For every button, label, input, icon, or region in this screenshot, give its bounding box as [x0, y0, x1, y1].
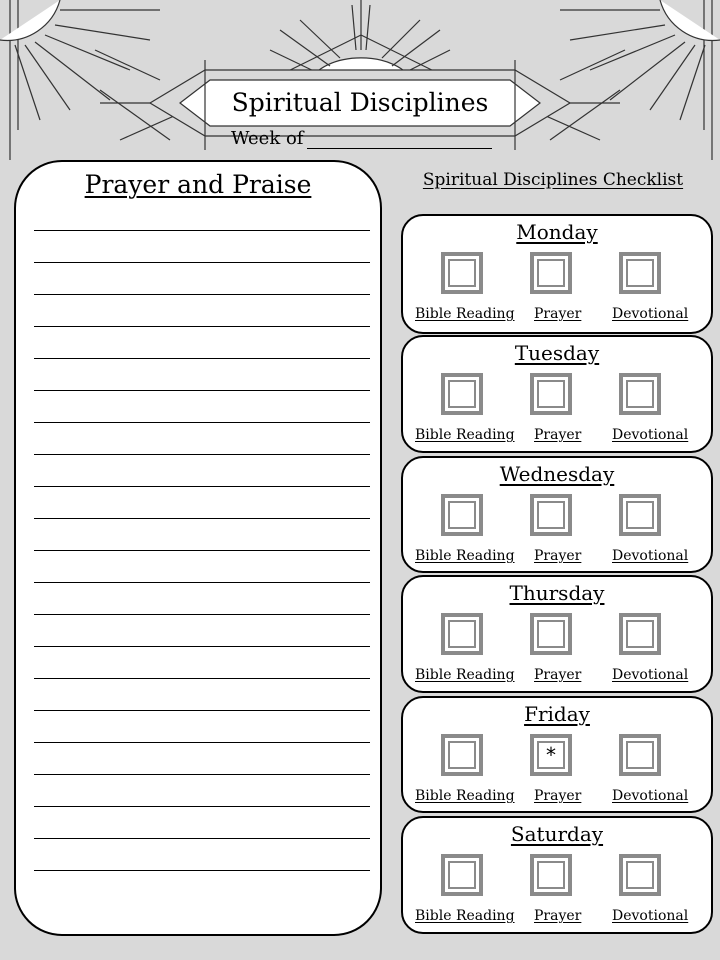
writing-line[interactable] — [34, 838, 370, 839]
checkbox-mark — [450, 382, 474, 406]
writing-line[interactable] — [34, 870, 370, 871]
checkbox-mark — [628, 622, 652, 646]
bible-reading-label: Bible Reading — [415, 788, 515, 804]
prayer-checkbox[interactable] — [530, 734, 572, 776]
page-title: Spiritual Disciplines — [231, 88, 489, 117]
devotional-label: Devotional — [612, 306, 689, 322]
devotional-checkbox[interactable] — [619, 252, 661, 294]
day-name: Friday — [524, 702, 590, 726]
writing-line[interactable] — [34, 742, 370, 743]
day-card-thursday — [401, 575, 713, 693]
checkbox-mark — [450, 503, 474, 527]
writing-line[interactable] — [34, 486, 370, 487]
checkbox-mark — [539, 622, 563, 646]
prayer-checkbox[interactable] — [530, 494, 572, 536]
writing-line[interactable] — [34, 230, 370, 231]
devotional-label: Devotional — [612, 908, 689, 924]
devotional-label: Devotional — [612, 788, 689, 804]
writing-line[interactable] — [34, 646, 370, 647]
day-name: Wednesday — [499, 462, 615, 486]
writing-line[interactable] — [34, 358, 370, 359]
day-name: Monday — [516, 220, 598, 244]
writing-line[interactable] — [34, 518, 370, 519]
bible-reading-checkbox[interactable] — [441, 613, 483, 655]
writing-line[interactable] — [34, 774, 370, 775]
writing-line[interactable] — [34, 262, 370, 263]
bible-reading-label: Bible Reading — [415, 427, 515, 443]
checkbox-mark — [628, 261, 652, 285]
day-card-wednesday — [401, 456, 713, 573]
prayer-label: Prayer — [534, 667, 582, 683]
prayer-checkbox[interactable] — [530, 613, 572, 655]
checkbox-mark — [450, 261, 474, 285]
checkbox-mark — [539, 261, 563, 285]
prayer-label: Prayer — [534, 908, 582, 924]
writing-line[interactable] — [34, 454, 370, 455]
checkbox-mark — [539, 382, 563, 406]
day-card-saturday — [401, 816, 713, 934]
day-card-friday — [401, 696, 713, 813]
bible-reading-label: Bible Reading — [415, 908, 515, 924]
writing-line[interactable] — [34, 326, 370, 327]
writing-line[interactable] — [34, 550, 370, 551]
checkbox-mark — [450, 743, 474, 767]
prayer-praise-title: Prayer and Praise — [84, 170, 312, 199]
bible-reading-checkbox[interactable] — [441, 854, 483, 896]
day-name: Thursday — [509, 581, 605, 605]
checkbox-mark — [628, 382, 652, 406]
checkbox-mark — [628, 743, 652, 767]
bible-reading-checkbox[interactable] — [441, 252, 483, 294]
checkbox-mark — [628, 503, 652, 527]
checklist-title: Spiritual Disciplines Checklist — [422, 170, 684, 190]
writing-line[interactable] — [34, 710, 370, 711]
day-card-tuesday — [401, 335, 713, 453]
checkbox-mark: * — [539, 743, 563, 767]
day-name: Saturday — [510, 822, 604, 846]
writing-line[interactable] — [34, 614, 370, 615]
bible-reading-label: Bible Reading — [415, 306, 515, 322]
writing-line[interactable] — [34, 294, 370, 295]
devotional-checkbox[interactable] — [619, 373, 661, 415]
devotional-label: Devotional — [612, 427, 689, 443]
devotional-checkbox[interactable] — [619, 734, 661, 776]
writing-line[interactable] — [34, 678, 370, 679]
bible-reading-label: Bible Reading — [415, 667, 515, 683]
devotional-checkbox[interactable] — [619, 854, 661, 896]
prayer-label: Prayer — [534, 788, 582, 804]
week-of-field[interactable] — [231, 128, 492, 149]
writing-line[interactable] — [34, 422, 370, 423]
bible-reading-label: Bible Reading — [415, 548, 515, 564]
devotional-label: Devotional — [612, 667, 689, 683]
devotional-label: Devotional — [612, 548, 689, 564]
checkbox-mark — [450, 622, 474, 646]
devotional-checkbox[interactable] — [619, 613, 661, 655]
checkbox-mark — [628, 863, 652, 887]
prayer-checkbox[interactable] — [530, 854, 572, 896]
checkbox-mark — [539, 863, 563, 887]
prayer-praise-panel — [14, 160, 382, 936]
prayer-checkbox[interactable] — [530, 373, 572, 415]
week-of-label: Week of — [231, 128, 304, 149]
writing-line[interactable] — [34, 582, 370, 583]
bible-reading-checkbox[interactable] — [441, 494, 483, 536]
bible-reading-checkbox[interactable] — [441, 734, 483, 776]
prayer-checkbox[interactable] — [530, 252, 572, 294]
devotional-checkbox[interactable] — [619, 494, 661, 536]
prayer-label: Prayer — [534, 548, 582, 564]
day-name: Tuesday — [514, 341, 600, 365]
checkbox-mark — [450, 863, 474, 887]
prayer-label: Prayer — [534, 306, 582, 322]
prayer-label: Prayer — [534, 427, 582, 443]
bible-reading-checkbox[interactable] — [441, 373, 483, 415]
writing-line[interactable] — [34, 806, 370, 807]
checkbox-mark — [539, 503, 563, 527]
week-of-blank[interactable] — [307, 134, 492, 149]
writing-line[interactable] — [34, 390, 370, 391]
day-card-monday — [401, 214, 713, 334]
